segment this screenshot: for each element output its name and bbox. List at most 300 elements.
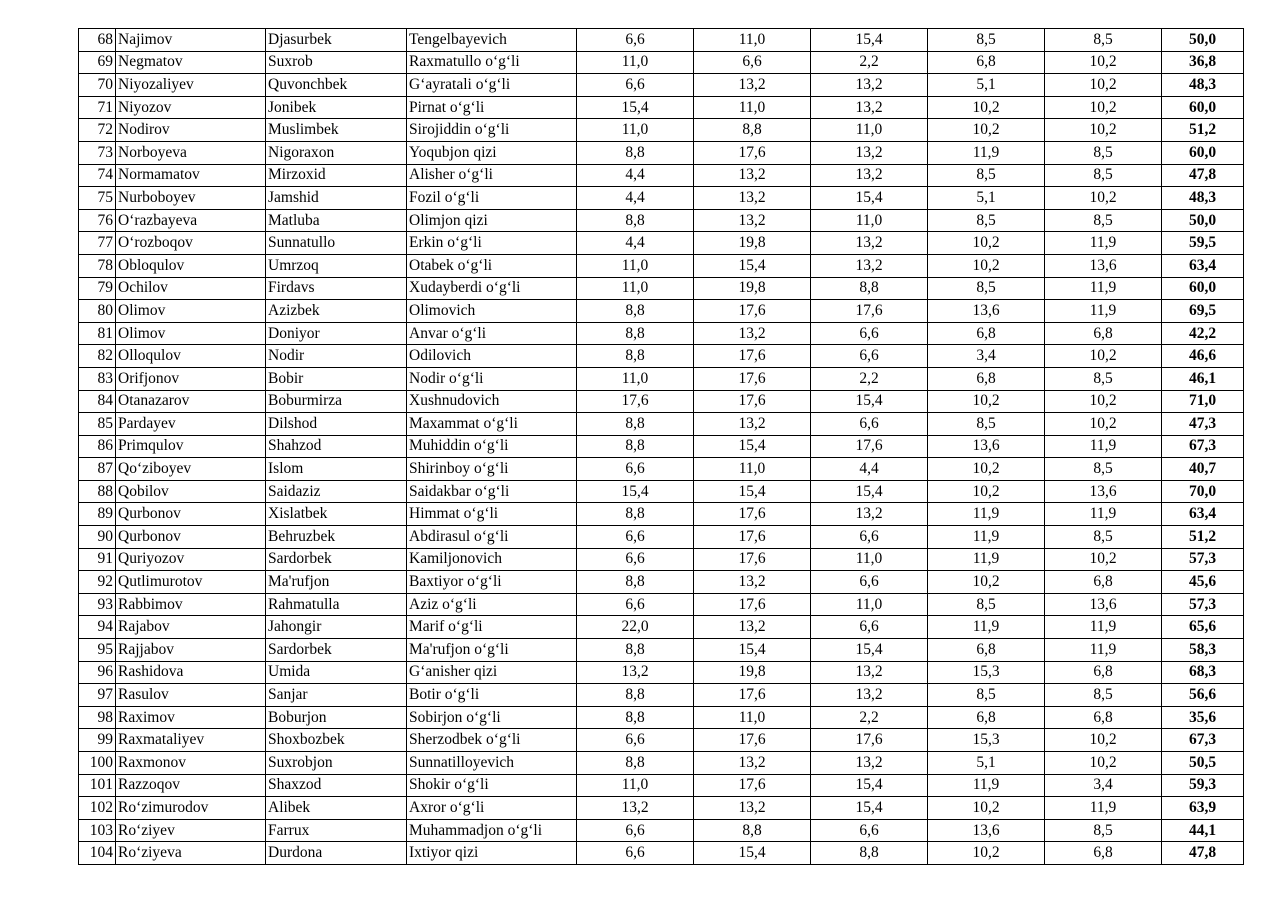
surname-cell: Niyozaliyev [116,74,266,97]
patronymic-cell: Kamiljonovich [407,548,577,571]
score-5-cell: 11,9 [1045,797,1162,820]
score-1-cell: 15,4 [577,480,694,503]
first-name-cell: Ma'rufjon [266,571,407,594]
score-3-cell: 15,4 [811,390,928,413]
total-score-cell: 68,3 [1162,661,1244,684]
table-row [79,639,1244,662]
score-2-cell: 11,0 [694,29,811,52]
score-2-cell: 17,6 [694,345,811,368]
row-number: 93 [79,593,116,616]
score-1-cell: 6,6 [577,842,694,865]
patronymic-cell: Abdirasul o‘g‘li [407,526,577,549]
row-number: 104 [79,842,116,865]
score-2-cell: 11,0 [694,96,811,119]
score-4-cell: 11,9 [928,526,1045,549]
score-4-cell: 10,2 [928,232,1045,255]
score-3-cell: 13,2 [811,254,928,277]
score-4-cell: 5,1 [928,74,1045,97]
score-2-cell: 11,0 [694,706,811,729]
total-score-cell: 48,3 [1162,74,1244,97]
score-3-cell: 13,2 [811,164,928,187]
score-3-cell: 13,2 [811,752,928,775]
score-3-cell: 15,4 [811,187,928,210]
score-4-cell: 8,5 [928,593,1045,616]
table-row [79,119,1244,142]
score-1-cell: 4,4 [577,164,694,187]
row-number: 86 [79,435,116,458]
first-name-cell: Quvonchbek [266,74,407,97]
row-number: 88 [79,480,116,503]
row-number: 71 [79,96,116,119]
score-3-cell: 6,6 [811,413,928,436]
score-5-cell: 6,8 [1045,661,1162,684]
surname-cell: Raxmataliyev [116,729,266,752]
score-3-cell: 11,0 [811,593,928,616]
total-score-cell: 57,3 [1162,593,1244,616]
score-5-cell: 10,2 [1045,548,1162,571]
score-1-cell: 6,6 [577,548,694,571]
surname-cell: Obloqulov [116,254,266,277]
surname-cell: Nurboboyev [116,187,266,210]
first-name-cell: Behruzbek [266,526,407,549]
score-1-cell: 4,4 [577,232,694,255]
table-row [79,96,1244,119]
score-4-cell: 10,2 [928,571,1045,594]
score-3-cell: 13,2 [811,503,928,526]
score-5-cell: 10,2 [1045,51,1162,74]
patronymic-cell: Xushnudovich [407,390,577,413]
score-3-cell: 17,6 [811,729,928,752]
total-score-cell: 56,6 [1162,684,1244,707]
score-1-cell: 8,8 [577,752,694,775]
row-number: 80 [79,300,116,323]
total-score-cell: 58,3 [1162,639,1244,662]
table-row [79,209,1244,232]
first-name-cell: Sardorbek [266,548,407,571]
row-number: 75 [79,187,116,210]
score-2-cell: 15,4 [694,480,811,503]
total-score-cell: 45,6 [1162,571,1244,594]
score-5-cell: 6,8 [1045,706,1162,729]
score-4-cell: 10,2 [928,390,1045,413]
score-2-cell: 8,8 [694,819,811,842]
score-5-cell: 10,2 [1045,729,1162,752]
surname-cell: Orifjonov [116,367,266,390]
table-row [79,164,1244,187]
score-4-cell: 6,8 [928,639,1045,662]
score-3-cell: 13,2 [811,96,928,119]
patronymic-cell: Xudayberdi o‘g‘li [407,277,577,300]
row-number: 102 [79,797,116,820]
table-row [79,232,1244,255]
score-3-cell: 15,4 [811,797,928,820]
surname-cell: O‘razbayeva [116,209,266,232]
first-name-cell: Jamshid [266,187,407,210]
table-row [79,29,1244,52]
score-3-cell: 15,4 [811,774,928,797]
total-score-cell: 36,8 [1162,51,1244,74]
score-2-cell: 17,6 [694,774,811,797]
score-1-cell: 11,0 [577,254,694,277]
score-2-cell: 17,6 [694,526,811,549]
row-number: 97 [79,684,116,707]
score-2-cell: 13,2 [694,322,811,345]
score-2-cell: 13,2 [694,187,811,210]
patronymic-cell: Sirojiddin o‘g‘li [407,119,577,142]
score-1-cell: 11,0 [577,277,694,300]
score-2-cell: 17,6 [694,684,811,707]
total-score-cell: 63,9 [1162,797,1244,820]
patronymic-cell: Nodir o‘g‘li [407,367,577,390]
total-score-cell: 60,0 [1162,277,1244,300]
grades-table-body [79,29,1244,865]
total-score-cell: 50,5 [1162,752,1244,775]
table-row [79,729,1244,752]
total-score-cell: 47,8 [1162,164,1244,187]
score-4-cell: 5,1 [928,187,1045,210]
score-1-cell: 6,6 [577,729,694,752]
score-4-cell: 8,5 [928,684,1045,707]
score-4-cell: 5,1 [928,752,1045,775]
score-1-cell: 13,2 [577,797,694,820]
score-2-cell: 17,6 [694,729,811,752]
score-5-cell: 10,2 [1045,187,1162,210]
patronymic-cell: Shirinboy o‘g‘li [407,458,577,481]
score-3-cell: 11,0 [811,548,928,571]
row-number: 89 [79,503,116,526]
row-number: 98 [79,706,116,729]
score-4-cell: 11,9 [928,616,1045,639]
total-score-cell: 47,8 [1162,842,1244,865]
table-row [79,74,1244,97]
score-4-cell: 10,2 [928,797,1045,820]
score-1-cell: 8,8 [577,141,694,164]
score-3-cell: 8,8 [811,277,928,300]
table-row [79,706,1244,729]
score-2-cell: 17,6 [694,141,811,164]
total-score-cell: 65,6 [1162,616,1244,639]
surname-cell: Ro‘ziyev [116,819,266,842]
score-4-cell: 10,2 [928,119,1045,142]
surname-cell: Otanazarov [116,390,266,413]
surname-cell: O‘rozboqov [116,232,266,255]
score-5-cell: 8,5 [1045,819,1162,842]
score-2-cell: 19,8 [694,232,811,255]
table-row [79,390,1244,413]
score-4-cell: 11,9 [928,774,1045,797]
score-4-cell: 6,8 [928,706,1045,729]
score-2-cell: 13,2 [694,413,811,436]
score-1-cell: 8,8 [577,345,694,368]
first-name-cell: Farrux [266,819,407,842]
score-1-cell: 17,6 [577,390,694,413]
score-5-cell: 11,9 [1045,232,1162,255]
row-number: 87 [79,458,116,481]
score-5-cell: 11,9 [1045,435,1162,458]
first-name-cell: Xislatbek [266,503,407,526]
first-name-cell: Durdona [266,842,407,865]
patronymic-cell: Sunnatilloyevich [407,752,577,775]
patronymic-cell: Yoqubjon qizi [407,141,577,164]
row-number: 69 [79,51,116,74]
score-5-cell: 11,9 [1045,616,1162,639]
row-number: 72 [79,119,116,142]
first-name-cell: Muslimbek [266,119,407,142]
patronymic-cell: Sobirjon o‘g‘li [407,706,577,729]
grades-table [78,28,1244,865]
score-5-cell: 8,5 [1045,684,1162,707]
patronymic-cell: Muhammadjon o‘g‘li [407,819,577,842]
table-row [79,684,1244,707]
score-2-cell: 15,4 [694,639,811,662]
surname-cell: Normamatov [116,164,266,187]
total-score-cell: 71,0 [1162,390,1244,413]
score-3-cell: 6,6 [811,819,928,842]
row-number: 90 [79,526,116,549]
patronymic-cell: Raxmatullo o‘g‘li [407,51,577,74]
total-score-cell: 51,2 [1162,119,1244,142]
row-number: 91 [79,548,116,571]
score-4-cell: 11,9 [928,503,1045,526]
first-name-cell: Suxrobjon [266,752,407,775]
first-name-cell: Djasurbek [266,29,407,52]
first-name-cell: Umida [266,661,407,684]
row-number: 68 [79,29,116,52]
score-1-cell: 6,6 [577,74,694,97]
row-number: 73 [79,141,116,164]
score-4-cell: 3,4 [928,345,1045,368]
first-name-cell: Islom [266,458,407,481]
score-3-cell: 8,8 [811,842,928,865]
score-5-cell: 8,5 [1045,458,1162,481]
score-2-cell: 8,8 [694,119,811,142]
surname-cell: Najimov [116,29,266,52]
total-score-cell: 67,3 [1162,435,1244,458]
table-row [79,141,1244,164]
surname-cell: Qurbonov [116,503,266,526]
row-number: 94 [79,616,116,639]
table-row [79,819,1244,842]
row-number: 78 [79,254,116,277]
surname-cell: Qutlimurotov [116,571,266,594]
score-5-cell: 10,2 [1045,390,1162,413]
score-3-cell: 15,4 [811,29,928,52]
patronymic-cell: Alisher o‘g‘li [407,164,577,187]
table-row [79,616,1244,639]
score-4-cell: 8,5 [928,413,1045,436]
score-5-cell: 11,9 [1045,300,1162,323]
score-2-cell: 13,2 [694,616,811,639]
row-number: 101 [79,774,116,797]
row-number: 77 [79,232,116,255]
score-2-cell: 19,8 [694,661,811,684]
score-5-cell: 8,5 [1045,209,1162,232]
score-1-cell: 8,8 [577,209,694,232]
score-2-cell: 13,2 [694,797,811,820]
surname-cell: Olimov [116,300,266,323]
score-2-cell: 17,6 [694,300,811,323]
surname-cell: Niyozov [116,96,266,119]
total-score-cell: 46,1 [1162,367,1244,390]
first-name-cell: Firdavs [266,277,407,300]
patronymic-cell: Himmat o‘g‘li [407,503,577,526]
score-5-cell: 10,2 [1045,345,1162,368]
table-row [79,774,1244,797]
total-score-cell: 47,3 [1162,413,1244,436]
score-5-cell: 8,5 [1045,29,1162,52]
score-3-cell: 13,2 [811,661,928,684]
patronymic-cell: Marif o‘g‘li [407,616,577,639]
score-4-cell: 15,3 [928,661,1045,684]
first-name-cell: Boburmirza [266,390,407,413]
score-2-cell: 17,6 [694,593,811,616]
surname-cell: Quriyozov [116,548,266,571]
score-3-cell: 4,4 [811,458,928,481]
table-row [79,593,1244,616]
score-2-cell: 17,6 [694,548,811,571]
patronymic-cell: Baxtiyor o‘g‘li [407,571,577,594]
score-1-cell: 6,6 [577,593,694,616]
score-4-cell: 10,2 [928,458,1045,481]
first-name-cell: Shoxbozbek [266,729,407,752]
score-1-cell: 6,6 [577,458,694,481]
score-3-cell: 15,4 [811,639,928,662]
score-5-cell: 6,8 [1045,842,1162,865]
score-3-cell: 17,6 [811,300,928,323]
first-name-cell: Bobir [266,367,407,390]
score-2-cell: 15,4 [694,435,811,458]
patronymic-cell: Odilovich [407,345,577,368]
row-number: 99 [79,729,116,752]
surname-cell: Olloqulov [116,345,266,368]
total-score-cell: 69,5 [1162,300,1244,323]
score-1-cell: 6,6 [577,819,694,842]
score-5-cell: 6,8 [1045,571,1162,594]
surname-cell: Norboyeva [116,141,266,164]
patronymic-cell: G‘anisher qizi [407,661,577,684]
score-1-cell: 8,8 [577,684,694,707]
score-1-cell: 6,6 [577,526,694,549]
score-2-cell: 13,2 [694,571,811,594]
score-3-cell: 13,2 [811,74,928,97]
score-4-cell: 8,5 [928,164,1045,187]
row-number: 96 [79,661,116,684]
score-4-cell: 10,2 [928,480,1045,503]
patronymic-cell: Olimovich [407,300,577,323]
score-2-cell: 13,2 [694,74,811,97]
table-row [79,345,1244,368]
patronymic-cell: Axror o‘g‘li [407,797,577,820]
score-2-cell: 17,6 [694,503,811,526]
score-3-cell: 13,2 [811,684,928,707]
surname-cell: Ro‘ziyeva [116,842,266,865]
table-row [79,300,1244,323]
patronymic-cell: Maxammat o‘g‘li [407,413,577,436]
score-1-cell: 8,8 [577,322,694,345]
table-row [79,458,1244,481]
surname-cell: Qurbonov [116,526,266,549]
score-3-cell: 6,6 [811,616,928,639]
table-row [79,51,1244,74]
total-score-cell: 60,0 [1162,141,1244,164]
first-name-cell: Nigoraxon [266,141,407,164]
score-2-cell: 13,2 [694,752,811,775]
score-3-cell: 13,2 [811,232,928,255]
total-score-cell: 59,3 [1162,774,1244,797]
patronymic-cell: Tengelbayevich [407,29,577,52]
score-4-cell: 13,6 [928,300,1045,323]
score-3-cell: 15,4 [811,480,928,503]
patronymic-cell: Ixtiyor qizi [407,842,577,865]
patronymic-cell: G‘ayratali o‘g‘li [407,74,577,97]
score-4-cell: 13,6 [928,435,1045,458]
first-name-cell: Doniyor [266,322,407,345]
patronymic-cell: Muhiddin o‘g‘li [407,435,577,458]
first-name-cell: Mirzoxid [266,164,407,187]
score-5-cell: 11,9 [1045,503,1162,526]
score-1-cell: 8,8 [577,639,694,662]
surname-cell: Nodirov [116,119,266,142]
table-row [79,187,1244,210]
total-score-cell: 35,6 [1162,706,1244,729]
score-5-cell: 11,9 [1045,277,1162,300]
score-5-cell: 8,5 [1045,141,1162,164]
row-number: 85 [79,413,116,436]
score-4-cell: 10,2 [928,254,1045,277]
first-name-cell: Umrzoq [266,254,407,277]
row-number: 79 [79,277,116,300]
surname-cell: Negmatov [116,51,266,74]
score-3-cell: 13,2 [811,141,928,164]
score-4-cell: 8,5 [928,209,1045,232]
total-score-cell: 50,0 [1162,29,1244,52]
score-4-cell: 6,8 [928,51,1045,74]
first-name-cell: Dilshod [266,413,407,436]
score-5-cell: 13,6 [1045,593,1162,616]
score-5-cell: 3,4 [1045,774,1162,797]
first-name-cell: Shaxzod [266,774,407,797]
score-2-cell: 17,6 [694,367,811,390]
score-3-cell: 11,0 [811,209,928,232]
score-2-cell: 17,6 [694,390,811,413]
total-score-cell: 57,3 [1162,548,1244,571]
total-score-cell: 63,4 [1162,254,1244,277]
score-4-cell: 13,6 [928,819,1045,842]
score-5-cell: 8,5 [1045,367,1162,390]
score-2-cell: 15,4 [694,842,811,865]
score-5-cell: 6,8 [1045,322,1162,345]
score-1-cell: 8,8 [577,413,694,436]
first-name-cell: Matluba [266,209,407,232]
table-row [79,526,1244,549]
score-1-cell: 11,0 [577,774,694,797]
total-score-cell: 40,7 [1162,458,1244,481]
score-3-cell: 2,2 [811,706,928,729]
total-score-cell: 63,4 [1162,503,1244,526]
surname-cell: Rabbimov [116,593,266,616]
patronymic-cell: Pirnat o‘g‘li [407,96,577,119]
surname-cell: Rasulov [116,684,266,707]
total-score-cell: 70,0 [1162,480,1244,503]
table-row [79,277,1244,300]
patronymic-cell: Erkin o‘g‘li [407,232,577,255]
score-1-cell: 8,8 [577,503,694,526]
score-1-cell: 8,8 [577,300,694,323]
score-2-cell: 13,2 [694,164,811,187]
row-number: 70 [79,74,116,97]
row-number: 95 [79,639,116,662]
score-5-cell: 10,2 [1045,752,1162,775]
